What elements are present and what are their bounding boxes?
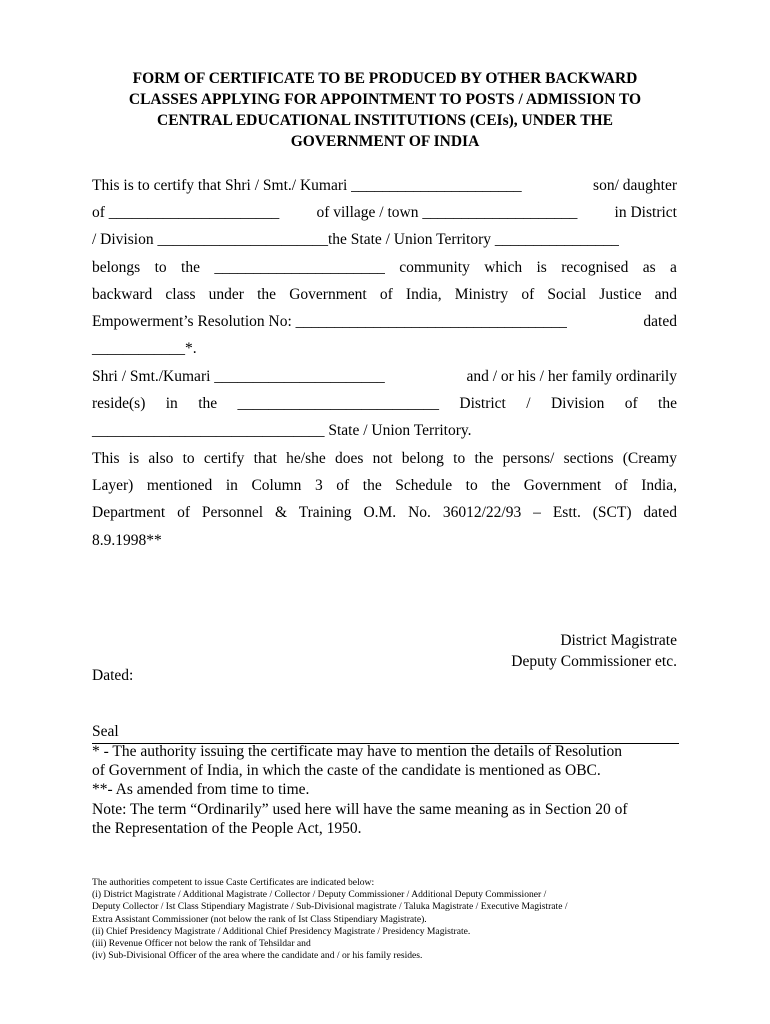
note-line-1: Note: The term “Ordinarily” used here will have the same meaning as in Section 20 of — [92, 800, 628, 818]
title-line-4: GOVERNMENT OF INDIA — [290, 133, 480, 150]
signatory-title-1: District Magistrate — [560, 632, 677, 649]
text-segment: / Division ______________________the State / Union Territory ________________ — [92, 231, 619, 249]
text-segment: reside(s) — [92, 395, 146, 413]
residence-line-1 — [92, 363, 677, 390]
text-segment: This is to certify that Shri / Smt./ Kumari ______________________ — [92, 177, 522, 194]
text-segment: ____________*. — [92, 340, 197, 358]
text-segment: of ______________________ — [92, 204, 280, 222]
title-line-1: FORM OF CERTIFICATE TO BE PRODUCED BY OTHER BACKWARD — [132, 70, 638, 87]
text-segment: Department of Personnel & Training O.M. No. 36012/22/93 – Estt. (SCT) dated — [92, 504, 677, 522]
title-line-3: CENTRAL EDUCATIONAL INSTITUTIONS (CEIs), UNDER THE — [157, 112, 613, 129]
certify-paragraph — [92, 172, 677, 362]
text-segment: Division — [550, 395, 605, 413]
footnote-2: **- As amended from time to time. — [92, 781, 310, 799]
text-segment: / — [526, 395, 531, 413]
residence-paragraph — [92, 363, 677, 445]
text-segment: the — [198, 395, 218, 413]
creamy-line-1 — [92, 445, 677, 472]
creamy-line-2 — [92, 472, 677, 499]
creamy-line-3 — [92, 499, 677, 526]
certify-line-1 — [92, 172, 677, 199]
certify-line-3 — [92, 226, 677, 253]
footnote-1-cont: of Government of India, in which the caste of the candidate is mentioned as OBC. — [92, 762, 601, 780]
text-segment: Empowerment’s Resolution No: ___________________________________ — [92, 312, 567, 330]
text-segment: which — [484, 258, 523, 276]
footnotes — [92, 742, 682, 838]
note-line-2: the Representation of the People Act, 1950. — [92, 819, 362, 837]
text-segment: backward class under the Government of India, Ministry of Social Justice and — [92, 285, 677, 303]
text-segment: Layer) mentioned in Column 3 of the Schedule to the Government of India, — [92, 477, 677, 495]
form-title — [70, 68, 700, 152]
text-segment: the — [658, 395, 677, 413]
text-segment: ______________________ — [214, 258, 385, 276]
text-segment: to — [154, 258, 167, 276]
authority-item: (i) District Magistrate / Additional Magistrate / Collector / Deputy Commissioner / Additional Deputy Commissioner / — [92, 889, 547, 901]
text-segment: __________________________ — [237, 395, 439, 413]
text-segment: dated — [643, 312, 677, 330]
certify-line-6 — [92, 308, 677, 335]
creamy-line-4 — [92, 527, 677, 554]
text-segment: of — [624, 395, 638, 413]
certify-line-4 — [92, 254, 677, 281]
authority-item: Extra Assistant Commissioner (not below the rank of Ist Class Stipendiary Magistrate). — [92, 913, 427, 925]
title-line-2: CLASSES APPLYING FOR APPOINTMENT TO POSTS / ADMISSION TO — [128, 91, 642, 108]
text-segment: This is also to certify that he/she does not belong to the persons/ sections (Creamy — [92, 450, 677, 467]
text-segment: District — [459, 395, 506, 413]
text-segment: the — [181, 258, 200, 276]
text-segment: Shri / Smt./Kumari ______________________ — [92, 368, 385, 385]
text-segment: a — [670, 258, 677, 276]
text-segment: in — [165, 395, 178, 413]
authority-item: (ii) Chief Presidency Magistrate / Additional Chief Presidency Magistrate / Presidency Magistrate. — [92, 925, 471, 937]
text-segment: son/ daughter — [593, 177, 677, 194]
signatory-title-2: Deputy Commissioner etc. — [511, 653, 677, 670]
residence-line-2 — [92, 390, 677, 417]
creamy-layer-paragraph — [92, 445, 677, 554]
authorities-heading: The authorities competent to issue Caste Certificates are indicated below: — [92, 877, 375, 888]
certify-line-7 — [92, 335, 677, 362]
text-segment: recognised — [561, 258, 629, 276]
certify-line-5 — [92, 281, 677, 308]
authority-item: Deputy Collector / Ist Class Stipendiary Magistrate / Sub-Divisional magistrate / Taluka Magistrate / Executive Magistrate / — [92, 901, 568, 913]
dated-label: Dated: — [92, 667, 134, 684]
text-segment: of village / town ____________________ — [316, 204, 578, 222]
authority-item: (iv) Sub-Divisional Officer of the area where the candidate and / or his family resides. — [92, 950, 423, 962]
text-segment: community — [399, 258, 470, 276]
text-segment: as — [642, 258, 656, 276]
text-segment: is — [536, 258, 547, 276]
text-segment: 8.9.1998** — [92, 531, 162, 549]
text-segment: in District — [614, 204, 677, 222]
seal-label: Seal — [92, 723, 119, 740]
footnote-1: * - The authority issuing the certificate may have to mention the details of Resolution — [92, 743, 623, 760]
certify-line-2 — [92, 199, 677, 226]
competent-authorities — [92, 877, 692, 962]
text-segment: ______________________________ State / Union Territory. — [92, 422, 472, 440]
authority-item: (iii) Revenue Officer not below the rank of Tehsildar and — [92, 938, 311, 950]
signature-block — [511, 630, 677, 672]
text-segment: and / or his / her family ordinarily — [466, 368, 677, 385]
residence-line-3 — [92, 417, 677, 444]
text-segment: belongs — [92, 258, 141, 276]
